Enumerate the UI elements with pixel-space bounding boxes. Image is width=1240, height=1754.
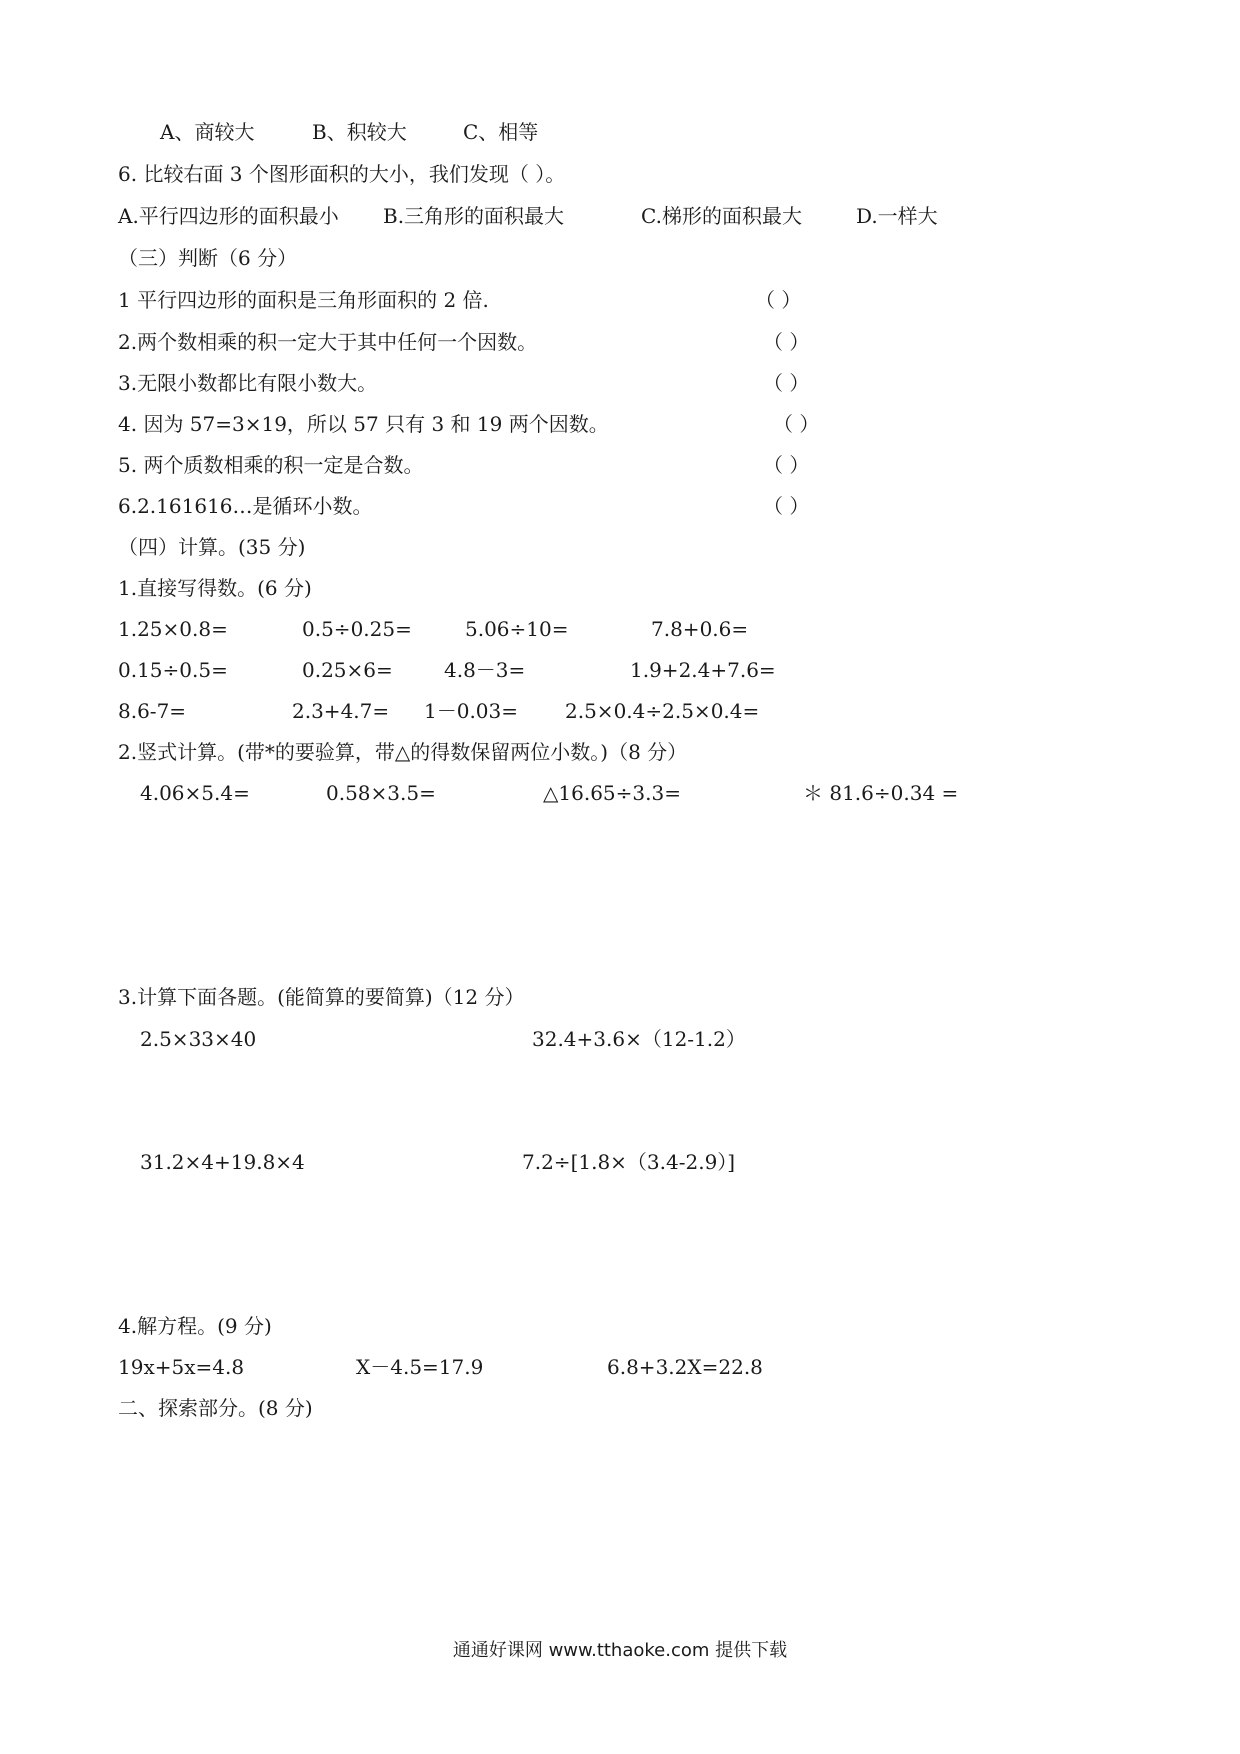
direct-calc-item: 5.06÷10= <box>465 617 569 641</box>
simplify-item: 7.2÷[1.8×（3.4-2.9）] <box>522 1150 736 1174</box>
judge-answer-1: （ ） <box>755 288 802 312</box>
direct-calc-item: 7.8+0.6= <box>651 617 749 641</box>
equation-item: 6.8+3.2X=22.8 <box>607 1355 763 1379</box>
judge-answer-2: （ ） <box>763 330 810 354</box>
q6-option-b: B.三角形的面积最大 <box>383 204 565 228</box>
direct-calc-item: 1.9+2.4+7.6= <box>630 658 776 682</box>
judge-item-2: 2.两个数相乘的积一定大于其中任何一个因数。 <box>118 330 538 354</box>
vertical-calc-item: △16.65÷3.3= <box>543 781 681 805</box>
simplify-item: 2.5×33×40 <box>140 1027 257 1051</box>
judge-answer-6: （ ） <box>763 494 810 518</box>
direct-calc-item: 1.25×0.8= <box>118 617 228 641</box>
direct-calc-item: 2.3+4.7= <box>292 699 390 723</box>
q5-option-a: A、商较大 <box>160 120 255 144</box>
judge-item-5: 5. 两个质数相乘的积一定是合数。 <box>118 453 424 477</box>
judge-item-4: 4. 因为 57=3×19，所以 57 只有 3 和 19 两个因数。 <box>118 412 609 436</box>
judge-answer-5: （ ） <box>763 453 810 477</box>
direct-calc-item: 0.25×6= <box>302 658 393 682</box>
simplify-heading: 3.计算下面各题。(能简算的要简算)（12 分） <box>118 985 525 1009</box>
judge-item-1: 1 平行四边形的面积是三角形面积的 2 倍. <box>118 288 489 312</box>
direct-calc-heading: 1.直接写得数。(6 分) <box>118 576 312 600</box>
equation-item: 19x+5x=4.8 <box>118 1355 245 1379</box>
equation-item: X－4.5=17.9 <box>356 1355 484 1379</box>
simplify-item: 31.2×4+19.8×4 <box>140 1150 305 1174</box>
judge-answer-3: （ ） <box>763 371 810 395</box>
vertical-calc-item: 4.06×5.4= <box>140 781 250 805</box>
q6-option-a: A.平行四边形的面积最小 <box>118 204 339 228</box>
direct-calc-item: 2.5×0.4÷2.5×0.4= <box>565 699 760 723</box>
explore-heading: 二、探索部分。(8 分) <box>118 1396 313 1420</box>
q5-option-c: C、相等 <box>463 120 539 144</box>
judge-answer-4: （ ） <box>773 412 820 436</box>
direct-calc-item: 8.6-7= <box>118 699 187 723</box>
footer-credit: 通通好课网 www.tthaoke.com 提供下载 <box>452 1640 788 1661</box>
vertical-calc-item: ＊ 81.6÷0.34 = <box>803 781 959 805</box>
q5-option-b: B、积较大 <box>312 120 407 144</box>
simplify-item: 32.4+3.6×（12-1.2） <box>532 1027 746 1051</box>
direct-calc-item: 0.5÷0.25= <box>302 617 412 641</box>
vertical-calc-heading: 2.竖式计算。(带*的要验算，带△的得数保留两位小数。)（8 分） <box>118 740 688 764</box>
equations-heading: 4.解方程。(9 分) <box>118 1314 272 1338</box>
calc-heading: （四）计算。(35 分) <box>118 535 306 559</box>
direct-calc-item: 4.8－3= <box>444 658 526 682</box>
q6-option-c: C.梯形的面积最大 <box>641 204 802 228</box>
direct-calc-item: 0.15÷0.5= <box>118 658 228 682</box>
judge-heading: （三）判断（6 分） <box>118 246 298 270</box>
direct-calc-item: 1－0.03= <box>424 699 519 723</box>
q6-stem: 6. 比较右面 3 个图形面积的大小，我们发现（ ）。 <box>118 162 566 186</box>
q6-option-d: D.一样大 <box>856 204 938 228</box>
judge-item-6: 6.2.161616…是循环小数。 <box>118 494 373 518</box>
judge-item-3: 3.无限小数都比有限小数大。 <box>118 371 378 395</box>
vertical-calc-item: 0.58×3.5= <box>326 781 436 805</box>
